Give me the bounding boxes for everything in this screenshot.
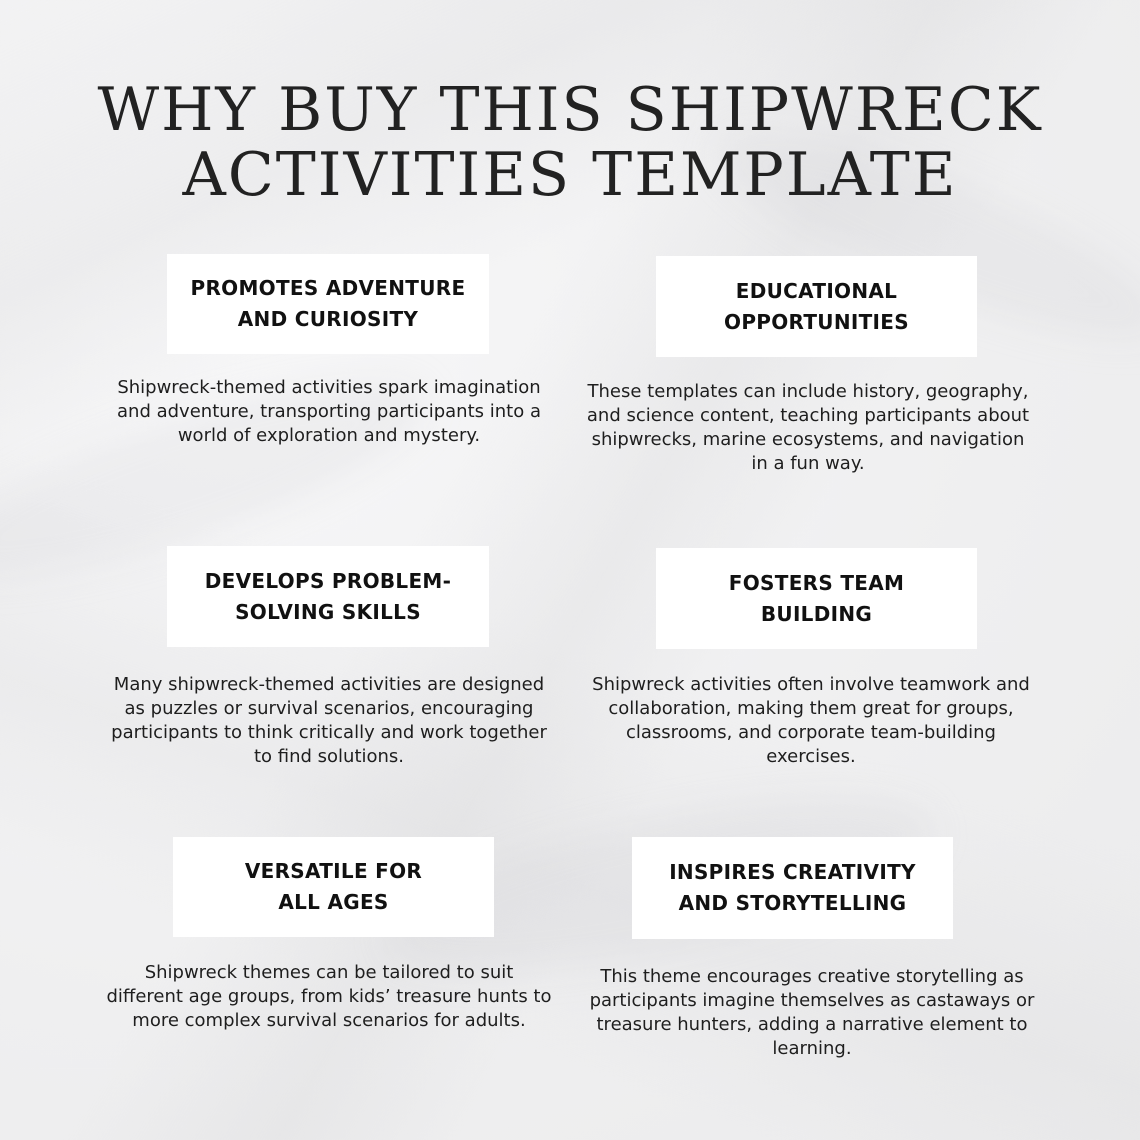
feature-heading-box-all-ages — [173, 837, 494, 937]
feature-heading: DEVELOPS PROBLEM-SOLVING SKILLS — [204, 568, 452, 624]
feature-description: This theme encourages creative storytelling as participants imagine themselves as castaways or treasure hunters, adding a narrative element to learning. — [589, 966, 1035, 1059]
feature-description: Shipwreck-themed activities spark imagination and adventure, transporting participants into a world of exploration and mystery. — [117, 377, 541, 446]
feature-description: These templates can include history, geography, and science content, teaching participants about shipwrecks, marine ecosystems, and navigation in a fun way. — [586, 381, 1030, 474]
feature-heading: EDUCATIONAL OPPORTUNITIES — [724, 278, 909, 334]
feature-heading: VERSATILE FOR ALL AGES — [244, 859, 423, 914]
feature-heading: INSPIRES CREATIVITY AND STORYTELLING — [669, 860, 916, 915]
page-title-line-2: ACTIVITIES TEMPLATE — [182, 140, 958, 210]
feature-heading-box-educational — [656, 256, 977, 357]
page-title-line-1: WHY BUY THIS SHIPWRECK — [97, 75, 1043, 145]
feature-description: Shipwreck themes can be tailored to suit different age groups, from kids’ treasure hunts to more complex survival scenarios for adults. — [106, 962, 552, 1031]
feature-heading-box-adventure — [167, 254, 489, 354]
feature-heading: PROMOTES ADVENTURE AND CURIOSITY — [190, 276, 466, 331]
feature-heading-box-creativity — [632, 837, 953, 939]
feature-description: Shipwreck activities often involve teamwork and collaboration, making them great for groups, classrooms, and corporate team-building exercises. — [592, 674, 1030, 767]
page-title — [0, 75, 1140, 210]
feature-heading-box-team-building — [656, 548, 977, 649]
feature-heading: FOSTERS TEAM BUILDING — [728, 570, 905, 626]
feature-heading-box-problem-solving — [167, 546, 489, 647]
feature-description: Many shipwreck-themed activities are designed as puzzles or survival scenarios, encouraging participants to think critically and work together to find solutions. — [111, 674, 547, 767]
